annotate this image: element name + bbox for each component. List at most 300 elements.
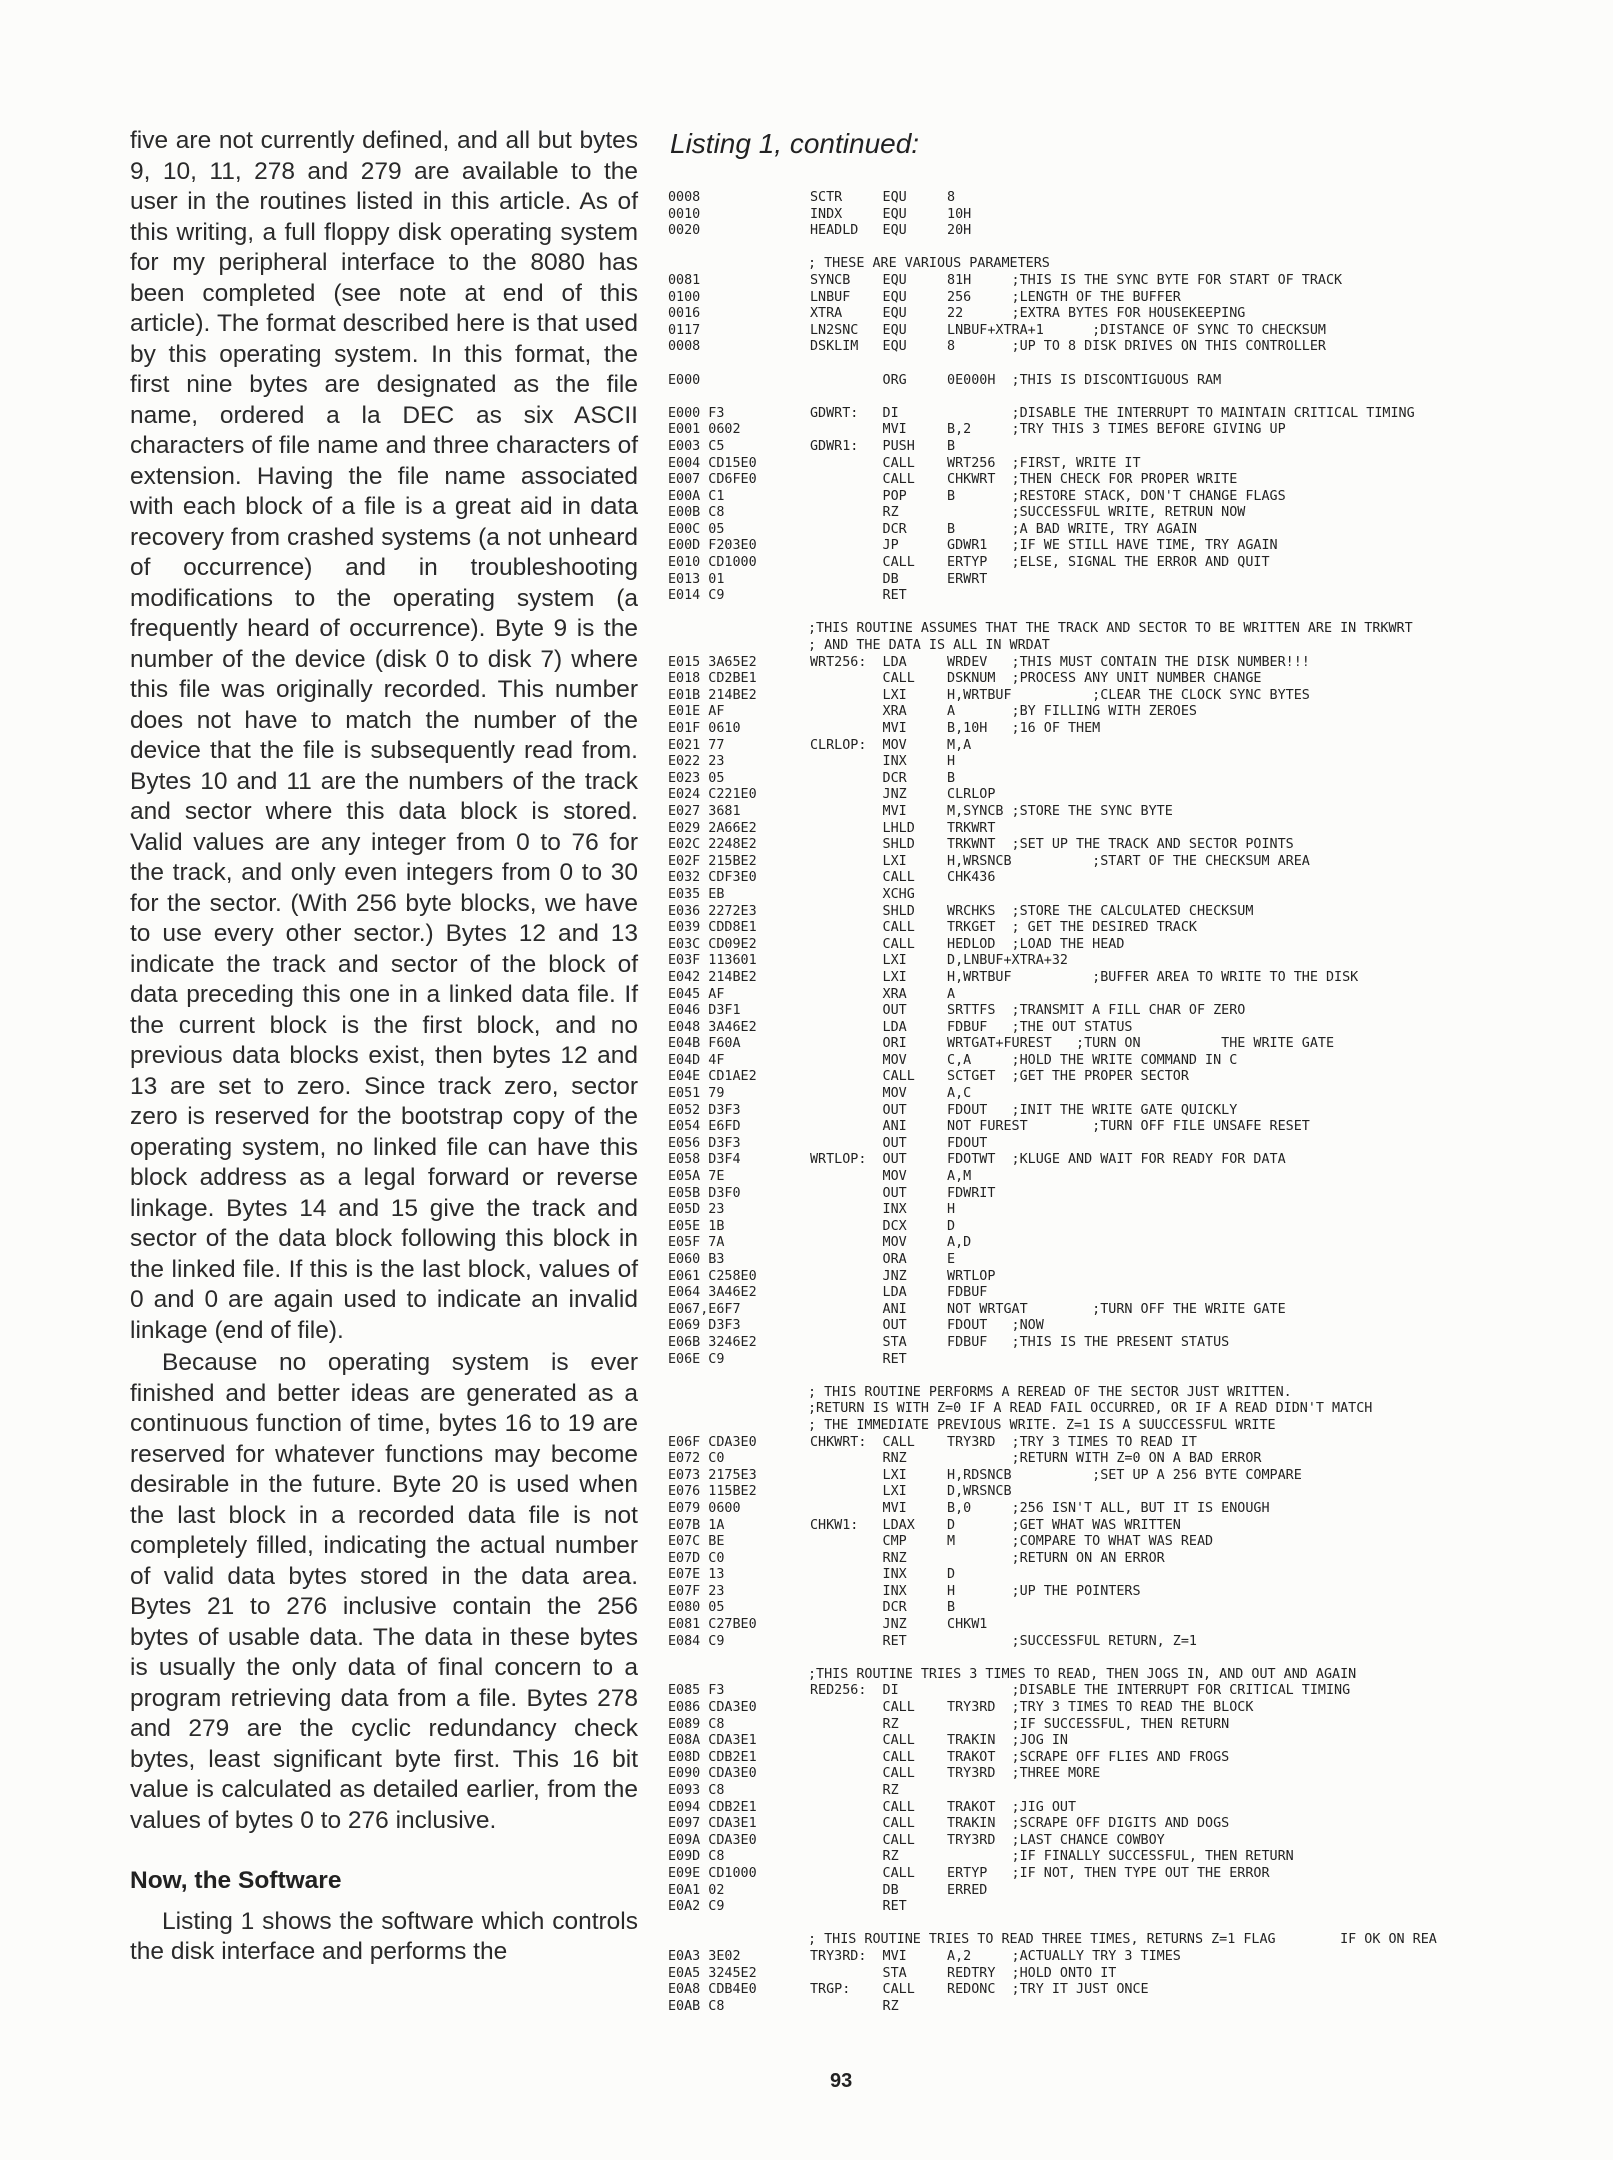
listing-address: E001 0602 xyxy=(668,422,741,438)
listing-code: SHLD TRKWNT ;SET UP THE TRACK AND SECTOR POINTS xyxy=(810,837,1294,853)
listing-address: 0117 xyxy=(668,322,701,338)
listing-code: RET xyxy=(810,588,907,604)
listing-address: 0008 xyxy=(668,339,701,355)
listing-address: E05E 1B xyxy=(668,1218,725,1234)
listing-address: 0100 xyxy=(668,289,701,305)
listing-line xyxy=(668,1849,1568,1866)
listing-code: CALL TRAKOT ;JIG OUT xyxy=(810,1799,1077,1815)
listing-line xyxy=(668,1468,1568,1485)
listing-line xyxy=(668,306,1568,323)
listing-code: ORA E xyxy=(810,1252,956,1267)
listing-address: E08D CDB2E1 xyxy=(668,1749,757,1765)
listing-address: E014 C9 xyxy=(668,588,725,604)
listing-address: E048 3A46E2 xyxy=(668,1019,757,1035)
listing-code: ;THIS ROUTINE ASSUMES THAT THE TRACK AND SECTOR TO BE WRITTEN ARE IN TRKWRT xyxy=(808,621,1413,637)
listing-address: E03F 113601 xyxy=(668,953,757,969)
listing-line xyxy=(668,1683,1568,1700)
listing-line xyxy=(668,771,1568,788)
listing-code: CHKW1: LDAX D ;GET WHAT WAS WRITTEN xyxy=(810,1517,1181,1533)
listing-line xyxy=(668,373,1568,390)
listing-line xyxy=(668,1999,1568,2016)
listing-code: INX D xyxy=(810,1567,956,1583)
listing-code: RNZ ;RETURN ON AN ERROR xyxy=(810,1550,1165,1566)
listing-line xyxy=(668,207,1568,224)
listing-code: ORI WRTGAT+FUREST ;TURN ON THE WRITE GATE xyxy=(810,1036,1335,1052)
listing-code: CALL TRY3RD ;TRY 3 TIMES TO READ THE BLOCK xyxy=(810,1700,1254,1716)
listing-address: E076 115BE2 xyxy=(668,1484,757,1500)
listing-line xyxy=(668,1318,1568,1335)
listing-address: E080 05 xyxy=(668,1600,725,1616)
listing-line xyxy=(668,356,1568,373)
listing-code: CALL CHKWRT ;THEN CHECK FOR PROPER WRITE xyxy=(810,472,1238,488)
listing-line xyxy=(668,638,1568,655)
listing-code: SYNCB EQU 81H ;THIS IS THE SYNC BYTE FOR START OF TRACK xyxy=(810,272,1343,288)
listing-address: E097 CDA3E1 xyxy=(668,1816,757,1832)
listing-address: E024 C221E0 xyxy=(668,787,757,803)
listing-address: 0010 xyxy=(668,206,701,222)
listing-code: RZ ;IF FINALLY SUCCESSFUL, THEN RETURN xyxy=(810,1849,1294,1865)
listing-code: CALL WRT256 ;FIRST, WRITE IT xyxy=(810,455,1141,471)
listing-line xyxy=(668,1435,1568,1452)
listing-code: INX H xyxy=(810,754,956,770)
listing-code: INDX EQU 10H xyxy=(810,206,972,222)
listing-code: LXI D,WRSNCB xyxy=(810,1484,1012,1500)
listing-address: E029 2A66E2 xyxy=(668,820,757,836)
body-paragraph-1: five are not currently defined, and all but bytes 9, 10, 11, 278 and 279 are available to the user in the routines listed in this article. As of this writing, a full floppy disk operating system for my peripheral interface to the 8080 has been completed (see note at end of this article). The format described here is that used by this operating system. In this format, the first nine bytes are designated as the file name, ordered a la DEC as six ASCII characters of file name and three characters of extension. Having the file name associated with each block of a file is a great aid in data recovery from crashed systems (a not unheard of occurrence) and in troubleshooting modifications to the operating system (a frequently heard of occurrence). Byte 9 is the number of the device (disk 0 to disk 7) where this file was originally recorded. This number does not have to match the number of the device that the file is subsequently read from. Bytes 10 and 11 are the numbers of the track and sector where this data block is stored. Valid values are any integer from 0 to 76 for the track, and only even integers from 0 to 30 for the sector. (With 256 byte blocks, we have to use every other sector.) Bytes 12 and 13 indicate the track and sector of the block of data preceding this one in a linked data file. If the current block is the first block, and no previous data blocks exist, then bytes 12 and 13 are set to zero. Since track zero, sector zero is reserved for the bootstrap copy of the operating system, no linked file can have this block address as a legal forward or reverse linkage. Bytes 14 and 15 give the track and sector of the data block following this block in the linked file. If this is the last block, values of 0 and 0 are again used to indicate an invalid linkage (end of file). xyxy=(130,127,638,1344)
listing-address: E07E 13 xyxy=(668,1567,725,1583)
listing-code: XRA A ;BY FILLING WITH ZEROES xyxy=(810,704,1197,720)
listing-address: E010 CD1000 xyxy=(668,555,757,571)
listing-address: 0081 xyxy=(668,272,701,288)
listing-address: E036 2272E3 xyxy=(668,903,757,919)
listing-line xyxy=(668,1186,1568,1203)
listing-address: E035 EB xyxy=(668,886,725,902)
listing-address: E051 79 xyxy=(668,1086,725,1102)
listing-address: E067,E6F7 xyxy=(668,1301,741,1317)
listing-address: E07D C0 xyxy=(668,1550,725,1566)
listing-line xyxy=(668,721,1568,738)
listing-line xyxy=(668,870,1568,887)
listing-line xyxy=(668,671,1568,688)
listing-code: LXI D,LNBUF+XTRA+32 xyxy=(810,953,1068,969)
listing-code: XTRA EQU 22 ;EXTRA BYTES FOR HOUSEKEEPING xyxy=(810,306,1246,322)
listing-code: LXI H,WRSNCB ;START OF THE CHECKSUM AREA xyxy=(810,853,1310,869)
listing-code: INX H ;UP THE POINTERS xyxy=(810,1583,1141,1599)
listing-address: E00D F203E0 xyxy=(668,538,757,554)
listing-line xyxy=(668,1766,1568,1783)
listing-code: RZ xyxy=(810,1998,899,2014)
listing-line xyxy=(668,1966,1568,1983)
listing-line xyxy=(668,1883,1568,1900)
listing-code: CALL TRKGET ; GET THE DESIRED TRACK xyxy=(810,920,1197,936)
listing-line xyxy=(668,738,1568,755)
body-paragraph-3: Listing 1 shows the software which controls the disk interface and performs the xyxy=(130,1907,638,1965)
listing-line xyxy=(668,1634,1568,1651)
listing-line xyxy=(668,439,1568,456)
listing-line xyxy=(668,505,1568,522)
listing-line xyxy=(668,1103,1568,1120)
listing-address: E004 CD15E0 xyxy=(668,455,757,471)
listing-line xyxy=(668,1551,1568,1568)
listing-line xyxy=(668,1816,1568,1833)
page-number: 93 xyxy=(830,2070,853,2092)
listing-line xyxy=(668,1567,1568,1584)
listing-line xyxy=(668,1916,1568,1933)
listing-address: E06F CDA3E0 xyxy=(668,1434,757,1450)
listing-code: LN2SNC EQU LNBUF+XTRA+1 ;DISTANCE OF SYNC TO CHECKSUM xyxy=(810,322,1326,338)
listing-code: RET ;SUCCESSFUL RETURN, Z=1 xyxy=(810,1633,1197,1649)
listing-code: MVI B,2 ;TRY THIS 3 TIMES BEFORE GIVING UP xyxy=(810,422,1286,438)
listing-line xyxy=(668,1617,1568,1634)
listing-code: JNZ WRTLOP xyxy=(810,1268,996,1284)
listing-address: E05F 7A xyxy=(668,1235,725,1251)
listing-code: OUT FDOUT ;NOW xyxy=(810,1318,1044,1334)
listing-code: XCHG xyxy=(810,886,915,902)
listing-line xyxy=(668,1866,1568,1883)
listing-code: OUT SRTTFS ;TRANSMIT A FILL CHAR OF ZERO xyxy=(810,1003,1246,1019)
listing-line xyxy=(668,1385,1568,1402)
listing-code: MVI B,10H ;16 OF THEM xyxy=(810,721,1101,736)
listing-address: E0A3 3E02 xyxy=(668,1948,741,1964)
section-heading: Now, the Software xyxy=(130,1867,342,1894)
listing-line xyxy=(668,1069,1568,1086)
listing-code: LXI H,WRTBUF ;CLEAR THE CLOCK SYNC BYTES xyxy=(810,687,1310,703)
listing-address: E000 xyxy=(668,372,701,388)
listing-code: MOV C,A ;HOLD THE WRITE COMMAND IN C xyxy=(810,1052,1238,1068)
listing-code: LXI H,RDSNCB ;SET UP A 256 BYTE COMPARE xyxy=(810,1467,1302,1483)
listing-address: E058 D3F4 xyxy=(668,1152,741,1168)
listing-address: E021 77 xyxy=(668,737,725,753)
listing-line xyxy=(668,754,1568,771)
listing-line xyxy=(668,1783,1568,1800)
listing-code: OUT FDOUT ;INIT THE WRITE GATE QUICKLY xyxy=(810,1102,1238,1118)
listing-address: 0020 xyxy=(668,223,701,239)
listing-line xyxy=(668,1584,1568,1601)
listing-code: SCTR EQU 8 xyxy=(810,190,956,205)
listing-address: E0A5 3245E2 xyxy=(668,1965,757,1981)
listing-address: E05B D3F0 xyxy=(668,1185,741,1201)
listing-code: CALL TRY3RD ;THREE MORE xyxy=(810,1766,1101,1782)
listing-address: E093 C8 xyxy=(668,1783,725,1798)
listing-code: CALL TRAKOT ;SCRAPE OFF FLIES AND FROGS xyxy=(810,1749,1230,1765)
listing-address: E089 C8 xyxy=(668,1716,725,1732)
listing-address: E04B F60A xyxy=(668,1036,741,1052)
listing-code: POP B ;RESTORE STACK, DON'T CHANGE FLAGS xyxy=(810,488,1286,504)
listing-code: DSKLIM EQU 8 ;UP TO 8 DISK DRIVES ON THIS CONTROLLER xyxy=(810,339,1326,355)
listing-address: E061 C258E0 xyxy=(668,1268,757,1284)
listing-code: MOV A,M xyxy=(810,1169,972,1185)
listing-code: CALL CHK436 xyxy=(810,870,996,886)
listing-line xyxy=(668,1152,1568,1169)
listing-line xyxy=(668,472,1568,489)
listing-line xyxy=(668,887,1568,904)
listing-line xyxy=(668,389,1568,406)
listing-code: RET xyxy=(810,1899,907,1915)
listing-line xyxy=(668,1534,1568,1551)
listing-address: E072 C0 xyxy=(668,1451,725,1467)
listing-line xyxy=(668,1800,1568,1817)
listing-address: E0A8 CDB4E0 xyxy=(668,1982,757,1998)
listing-line xyxy=(668,1750,1568,1767)
listing-code: STA REDTRY ;HOLD ONTO IT xyxy=(810,1965,1117,1981)
listing-address: E00B C8 xyxy=(668,505,725,521)
listing-code: RET xyxy=(810,1351,907,1367)
listing-address: E007 CD6FE0 xyxy=(668,472,757,488)
listing-line xyxy=(668,704,1568,721)
listing-code: CALL HEDLOD ;LOAD THE HEAD xyxy=(810,936,1125,952)
listing-line xyxy=(668,555,1568,572)
listing-line xyxy=(668,1650,1568,1667)
listing-address: E09E CD1000 xyxy=(668,1865,757,1881)
listing-code: OUT FDWRIT xyxy=(810,1185,996,1201)
listing-line xyxy=(668,655,1568,672)
listing-line xyxy=(668,837,1568,854)
listing-line xyxy=(668,1219,1568,1236)
listing-line xyxy=(668,1086,1568,1103)
listing-code: DB ERWRT xyxy=(810,571,988,587)
listing-code: CALL ERTYP ;ELSE, SIGNAL THE ERROR AND QUIT xyxy=(810,555,1270,571)
listing-line xyxy=(668,1368,1568,1385)
listing-line xyxy=(668,1451,1568,1468)
listing-line xyxy=(668,688,1568,705)
listing-line xyxy=(668,1833,1568,1850)
listing-line xyxy=(668,223,1568,240)
listing-address: E085 F3 xyxy=(668,1683,725,1699)
listing-address: E09D C8 xyxy=(668,1849,725,1865)
listing-code: LNBUF EQU 256 ;LENGTH OF THE BUFFER xyxy=(810,289,1181,305)
listing-code: LXI H,WRTBUF ;BUFFER AREA TO WRITE TO THE DISK xyxy=(810,969,1359,985)
listing-code: XRA A xyxy=(810,986,956,1002)
listing-line xyxy=(668,920,1568,937)
listing-code: ANI NOT FUREST ;TURN OFF FILE UNSAFE RESET xyxy=(810,1119,1310,1135)
listing-code: LDA FDBUF ;THE OUT STATUS xyxy=(810,1019,1133,1035)
listing-code: JP GDWR1 ;IF WE STILL HAVE TIME, TRY AGAIN xyxy=(810,538,1278,554)
listing-code: RED256: DI ;DISABLE THE INTERRUPT FOR CRITICAL TIMING xyxy=(810,1683,1351,1699)
listing-line xyxy=(668,1003,1568,1020)
listing-line xyxy=(668,1119,1568,1136)
listing-code: LHLD TRKWRT xyxy=(810,820,996,836)
listing-line xyxy=(668,987,1568,1004)
listing-line xyxy=(668,1202,1568,1219)
listing-code: RNZ ;RETURN WITH Z=0 ON A BAD ERROR xyxy=(810,1451,1262,1467)
listing-address: E07C BE xyxy=(668,1534,725,1550)
listing-line xyxy=(668,240,1568,257)
body-text-column xyxy=(130,126,638,1968)
listing-line xyxy=(668,323,1568,340)
listing-line xyxy=(668,1352,1568,1369)
listing-code: DCR B ;A BAD WRITE, TRY AGAIN xyxy=(810,521,1197,537)
listing-code: MOV A,D xyxy=(810,1235,972,1251)
listing-line xyxy=(668,1169,1568,1186)
listing-address: E02C 2248E2 xyxy=(668,837,757,853)
listing-line xyxy=(668,1418,1568,1435)
listing-line xyxy=(668,1235,1568,1252)
listing-code: STA FDBUF ;THIS IS THE PRESENT STATUS xyxy=(810,1334,1230,1350)
listing-address: E013 01 xyxy=(668,571,725,587)
listing-line xyxy=(668,1401,1568,1418)
listing-address: E003 C5 xyxy=(668,438,725,454)
listing-line xyxy=(668,1667,1568,1684)
listing-address: E081 C27BE0 xyxy=(668,1617,757,1633)
listing-line xyxy=(668,605,1568,622)
listing-address: E08A CDA3E1 xyxy=(668,1733,757,1749)
listing-address: E023 05 xyxy=(668,770,725,786)
listing-address: E094 CDB2E1 xyxy=(668,1799,757,1815)
listing-address: E01B 214BE2 xyxy=(668,687,757,703)
listing-code: RZ xyxy=(810,1783,899,1798)
listing-code: MVI B,0 ;256 ISN'T ALL, BUT IT IS ENOUGH xyxy=(810,1500,1270,1516)
listing-line xyxy=(668,953,1568,970)
listing-address: E022 23 xyxy=(668,754,725,770)
listing-address: E05D 23 xyxy=(668,1202,725,1218)
listing-address: E045 AF xyxy=(668,986,725,1002)
listing-line xyxy=(668,1136,1568,1153)
listing-code: WRTLOP: OUT FDOTWT ;KLUGE AND WAIT FOR READY FOR DATA xyxy=(810,1152,1286,1168)
listing-line xyxy=(668,1269,1568,1286)
listing-address: E0A1 02 xyxy=(668,1882,725,1898)
listing-line xyxy=(668,290,1568,307)
listing-line xyxy=(668,190,1568,207)
listing-code: CHKWRT: CALL TRY3RD ;TRY 3 TIMES TO READ IT xyxy=(810,1434,1197,1450)
listing-line xyxy=(668,854,1568,871)
listing-address: E06E C9 xyxy=(668,1351,725,1367)
listing-line xyxy=(668,538,1568,555)
listing-line xyxy=(668,804,1568,821)
listing-line xyxy=(668,1484,1568,1501)
listing-address: E09A CDA3E0 xyxy=(668,1832,757,1848)
listing-line xyxy=(668,273,1568,290)
listing-address: E04D 4F xyxy=(668,1052,725,1068)
listing-address: E073 2175E3 xyxy=(668,1467,757,1483)
listing-line xyxy=(668,588,1568,605)
listing-line xyxy=(668,1717,1568,1734)
listing-address: E0AB C8 xyxy=(668,1998,725,2014)
listing-address: E04E CD1AE2 xyxy=(668,1069,757,1085)
listing-address: E06B 3246E2 xyxy=(668,1334,757,1350)
listing-line xyxy=(668,1899,1568,1916)
listing-code: OUT FDOUT xyxy=(810,1135,988,1151)
listing-code: DCR B xyxy=(810,770,956,786)
listing-line xyxy=(668,1982,1568,1999)
listing-address: E046 D3F1 xyxy=(668,1003,741,1019)
listing-line xyxy=(668,1518,1568,1535)
listing-address: E069 D3F3 xyxy=(668,1318,741,1334)
listing-address: E015 3A65E2 xyxy=(668,654,757,670)
listing-address: E060 B3 xyxy=(668,1252,725,1267)
listing-code: JNZ CHKW1 xyxy=(810,1617,988,1633)
listing-code: GDWR1: PUSH B xyxy=(810,438,956,454)
listing-line xyxy=(668,1501,1568,1518)
listing-address: E056 D3F3 xyxy=(668,1135,741,1151)
listing-address: E027 3681 xyxy=(668,803,741,819)
listing-line xyxy=(668,256,1568,273)
listing-address: 0016 xyxy=(668,306,701,322)
listing-code: ; AND THE DATA IS ALL IN WRDAT xyxy=(808,638,1050,654)
listing-address: E03C CD09E2 xyxy=(668,936,757,952)
listing-address: E01E AF xyxy=(668,704,725,720)
listing-code: CMP M ;COMPARE TO WHAT WAS READ xyxy=(810,1534,1214,1550)
listing-line xyxy=(668,489,1568,506)
listing-line xyxy=(668,1600,1568,1617)
listing-code: CALL SCTGET ;GET THE PROPER SECTOR xyxy=(810,1069,1189,1085)
listing-line xyxy=(668,1949,1568,1966)
listing-line xyxy=(668,787,1568,804)
listing-line xyxy=(668,339,1568,356)
listing-line xyxy=(668,522,1568,539)
listing-code: CALL TRY3RD ;LAST CHANCE COWBOY xyxy=(810,1832,1165,1848)
listing-code: HEADLD EQU 20H xyxy=(810,223,972,239)
listing-line xyxy=(668,1020,1568,1037)
listing-code: ; THE IMMEDIATE PREVIOUS WRITE. Z=1 IS A SUUCCESSFUL WRITE xyxy=(808,1417,1276,1433)
listing-code: ANI NOT WRTGAT ;TURN OFF THE WRITE GATE xyxy=(810,1301,1286,1317)
listing-address: E090 CDA3E0 xyxy=(668,1766,757,1782)
listing-code: TRGP: CALL REDONC ;TRY IT JUST ONCE xyxy=(810,1982,1149,1998)
listing-line xyxy=(668,406,1568,423)
listing-address: E00C 05 xyxy=(668,521,725,537)
listing-address: E000 F3 xyxy=(668,405,725,421)
listing-code: ; THESE ARE VARIOUS PARAMETERS xyxy=(808,256,1050,272)
listing-code: CLRLOP: MOV M,A xyxy=(810,737,972,753)
listing-code: TRY3RD: MVI A,2 ;ACTUALLY TRY 3 TIMES xyxy=(810,1948,1181,1964)
listing-code: DCR B xyxy=(810,1600,956,1616)
listing-code: DB ERRED xyxy=(810,1882,988,1898)
listing-address: E032 CDF3E0 xyxy=(668,870,757,886)
listing-line xyxy=(668,1036,1568,1053)
listing-code: ; THIS ROUTINE PERFORMS A REREAD OF THE SECTOR JUST WRITTEN. xyxy=(808,1384,1292,1400)
listing-address: 0008 xyxy=(668,190,701,205)
listing-line xyxy=(668,821,1568,838)
listing-address: E086 CDA3E0 xyxy=(668,1700,757,1716)
listing-code: ;RETURN IS WITH Z=0 IF A READ FAIL OCCURRED, OR IF A READ DIDN'T MATCH xyxy=(808,1401,1373,1417)
listing-code: ;THIS ROUTINE TRIES 3 TIMES TO READ, THEN JOGS IN, AND OUT AND AGAIN xyxy=(808,1666,1357,1682)
listing-address: E0A2 C9 xyxy=(668,1899,725,1915)
listing-address: E042 214BE2 xyxy=(668,969,757,985)
listing-address: E018 CD2BE1 xyxy=(668,671,757,687)
listing-address: E039 CDD8E1 xyxy=(668,920,757,936)
listing-line xyxy=(668,1053,1568,1070)
listing-address: E052 D3F3 xyxy=(668,1102,741,1118)
listing-address: E079 0600 xyxy=(668,1500,741,1516)
listing-line xyxy=(668,1252,1568,1269)
listing-line xyxy=(668,456,1568,473)
listing-code: JNZ CLRLOP xyxy=(810,787,996,803)
listing-address: E02F 215BE2 xyxy=(668,853,757,869)
listing-line xyxy=(668,1335,1568,1352)
listing-code: DCX D xyxy=(810,1218,956,1234)
listing-code: MVI M,SYNCB ;STORE THE SYNC BYTE xyxy=(810,803,1173,819)
listing-line xyxy=(668,970,1568,987)
listing-line xyxy=(668,904,1568,921)
listing-code: CALL DSKNUM ;PROCESS ANY UNIT NUMBER CHANGE xyxy=(810,671,1262,687)
listing-code: LDA FDBUF xyxy=(810,1285,988,1301)
listing-code: CALL TRAKIN ;JOG IN xyxy=(810,1733,1068,1749)
listing-address: E054 E6FD xyxy=(668,1119,741,1135)
listing-code: ; THIS ROUTINE TRIES TO READ THREE TIMES, RETURNS Z=1 FLAG IF OK ON REA xyxy=(808,1932,1437,1948)
listing-line xyxy=(668,1285,1568,1302)
listing-code: CALL TRAKIN ;SCRAPE OFF DIGITS AND DOGS xyxy=(810,1816,1230,1832)
listing-line xyxy=(668,1932,1568,1949)
listing-code: WRT256: LDA WRDEV ;THIS MUST CONTAIN THE DISK NUMBER!!! xyxy=(810,654,1310,670)
listing-address: E07B 1A xyxy=(668,1517,725,1533)
listing-address: E07F 23 xyxy=(668,1583,725,1599)
listing-line xyxy=(668,1700,1568,1717)
listing-code: CALL ERTYP ;IF NOT, THEN TYPE OUT THE ERROR xyxy=(810,1865,1270,1881)
listing-address: E00A C1 xyxy=(668,488,725,504)
listing-address: E05A 7E xyxy=(668,1169,725,1185)
listing-line xyxy=(668,937,1568,954)
listing-code: SHLD WRCHKS ;STORE THE CALCULATED CHECKSUM xyxy=(810,903,1254,919)
listing-line xyxy=(668,621,1568,638)
